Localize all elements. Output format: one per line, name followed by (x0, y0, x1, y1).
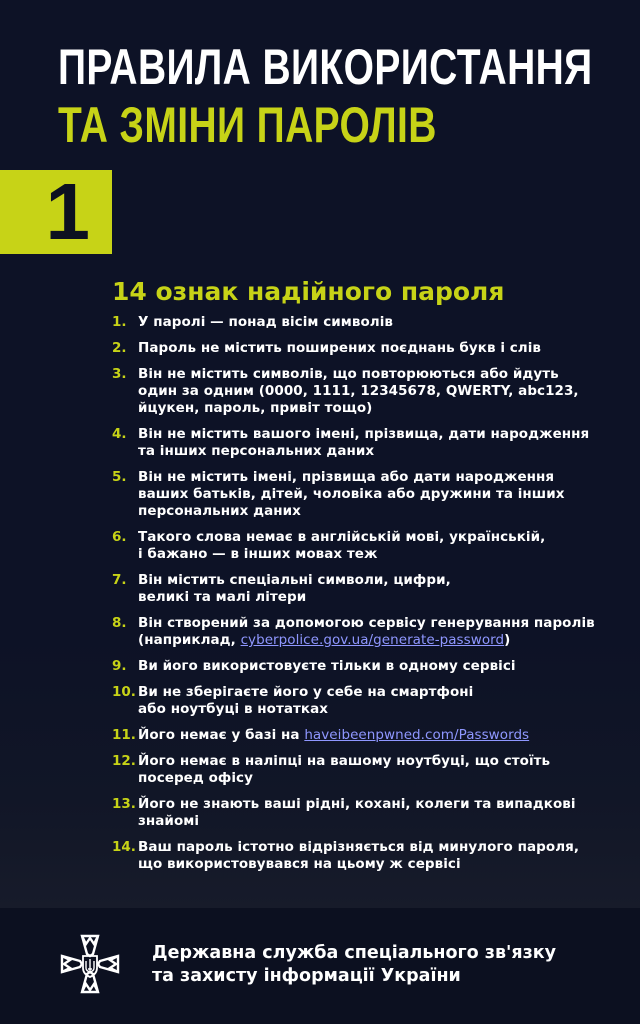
list-item-number: 10. (112, 684, 136, 700)
list-item (112, 529, 617, 563)
list-item-number: 2. (112, 340, 127, 356)
list-item-number: 9. (112, 658, 127, 674)
list-item-line: і бажано — в інших мовах теж (138, 546, 378, 562)
list-item (112, 366, 617, 417)
list-item-text (138, 340, 541, 357)
list-item-text (138, 529, 545, 563)
list-item (112, 753, 617, 787)
list-item-text (138, 796, 576, 830)
list-item-number: 13. (112, 796, 136, 812)
list-item-line: Ви не зберігаєте його у себе на смартфоні (138, 684, 474, 700)
title-line-1: ПРАВИЛА ВИКОРИСТАННЯ (58, 39, 593, 95)
list-item-number: 14. (112, 839, 136, 855)
list-item-line: Пароль не містить поширених поєднань букв і слів (138, 340, 542, 356)
list-item-text (138, 839, 579, 873)
organization-name (152, 942, 556, 988)
list-item-line: ваших батьків, дітей, чоловіка або дружини та інших (138, 486, 565, 502)
list-item-line-suffix: ) (504, 632, 511, 648)
list-item-number: 7. (112, 572, 127, 588)
list-item-number: 3. (112, 366, 127, 382)
list-item-line: Він не містить вашого імені, прізвища, дати народження (138, 426, 590, 442)
list-item-text (138, 727, 529, 744)
list-item-line: Він не містить символів, що повторюються або йдуть (138, 366, 559, 382)
list-item-line: Його не знають ваші рідні, кохані, колеги та випадкові (138, 796, 576, 812)
list-item-line (138, 727, 529, 744)
list-item-line: персональних даних (138, 503, 301, 519)
organization-name-line-1: Державна служба спеціального зв'язку (152, 943, 557, 963)
list-item-line: Ваш пароль істотно відрізняється від минулого пароля, (138, 839, 580, 855)
list-item-line: У паролі — понад вісім символів (138, 314, 393, 330)
list-item-number: 8. (112, 615, 127, 631)
list-item-line: йцукен, пароль, привіт тощо) (138, 400, 373, 416)
list-item-line: Він створений за допомогою сервісу генерування паролів (138, 615, 595, 631)
list-item-line: великі та малі літери (138, 589, 307, 605)
list-item (112, 615, 617, 649)
list-item-text (138, 426, 589, 460)
list-item-text (138, 366, 579, 417)
list-item-line: посеред офісу (138, 770, 253, 786)
list-item-line: один за одним (0000, 1111, 12345678, QWERTY, abc123, (138, 383, 579, 399)
list-item-text (138, 615, 595, 649)
list-item-line (138, 632, 595, 649)
list-item-text (138, 658, 516, 675)
list-item (112, 340, 617, 357)
list-item (112, 684, 617, 718)
list-item-text (138, 572, 451, 606)
list-item-link[interactable]: haveibeenpwned.com/Passwords (304, 727, 530, 743)
list-item (112, 727, 617, 744)
list-item-text (138, 684, 473, 718)
list-item-line: Він містить спеціальні символи, цифри, (138, 572, 451, 588)
organization-name-line-2: та захисту інформації України (152, 966, 461, 986)
list-item-line: Ви його використовуєте тільки в одному сервісі (138, 658, 516, 674)
list-item (112, 469, 617, 520)
title-line-2: ТА ЗМІНИ ПАРОЛІВ (58, 97, 437, 153)
password-rules-list (112, 314, 617, 882)
list-item-text (138, 469, 564, 520)
list-item-line: та інших персональних даних (138, 443, 375, 459)
list-item-number: 12. (112, 753, 136, 769)
list-item-line: або ноутбуці в нотатках (138, 701, 329, 717)
list-item-number: 5. (112, 469, 127, 485)
list-item-number: 4. (112, 426, 127, 442)
list-item-line: що використовувався на цьому ж сервісі (138, 856, 461, 872)
list-item (112, 796, 617, 830)
ssscip-cross-emblem-icon (58, 932, 122, 996)
list-item-line: Такого слова немає в англійській мові, українській, (138, 529, 546, 545)
list-item-line-prefix: Його немає у базі на (138, 727, 305, 743)
section-heading: 14 ознак надійного пароля (112, 277, 505, 306)
list-item-number: 6. (112, 529, 127, 545)
list-item (112, 572, 617, 606)
list-item (112, 839, 617, 873)
rule-number-badge: 1 (0, 170, 112, 254)
list-item-line-prefix: (наприклад, (138, 632, 241, 648)
list-item (112, 314, 617, 331)
list-item-line: Він не містить імені, прізвища або дати народження (138, 469, 555, 485)
list-item-number: 1. (112, 314, 127, 330)
list-item (112, 426, 617, 460)
list-item-line: знайомі (138, 813, 200, 829)
list-item-link[interactable]: cyberpolice.gov.ua/generate-password (240, 632, 505, 648)
list-item-line: Його немає в наліпці на вашому ноутбуці, що стоїть (138, 753, 551, 769)
list-item-text (138, 314, 393, 331)
list-item-number: 11. (112, 727, 136, 743)
list-item-text (138, 753, 550, 787)
list-item (112, 658, 617, 675)
